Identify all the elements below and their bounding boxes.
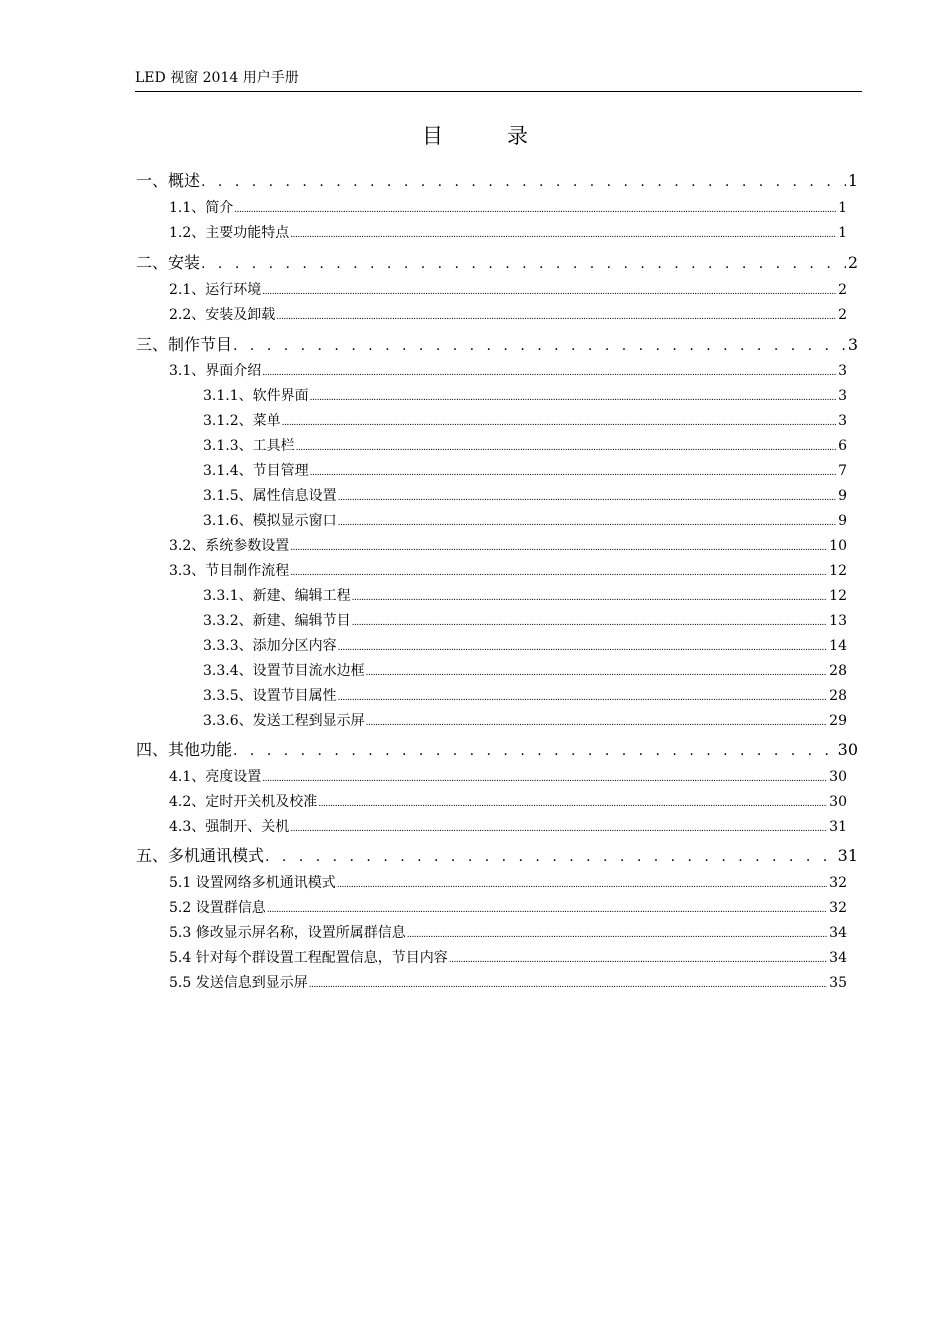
toc-entry-label: 4.1、亮度设置: [169, 769, 262, 785]
toc-dot-leader: [366, 661, 828, 685]
toc-entry-page-number: 31: [829, 819, 847, 835]
toc-dot-leader: [290, 223, 836, 247]
toc-dot-leader: [290, 817, 827, 841]
toc-entry-label: 3.3.3、添加分区内容: [203, 638, 337, 654]
toc-entry-page-number: 12: [829, 563, 847, 579]
toc-entry-label: 5.1 设置网络多机通讯模式: [169, 875, 336, 891]
toc-dot-leader: [265, 844, 836, 870]
toc-entry-level-2[interactable]: [169, 559, 847, 583]
toc-entry-label: 5.5 发送信息到显示屏: [169, 975, 308, 991]
toc-entry-level-2[interactable]: [169, 278, 847, 302]
toc-entry-label: 1.1、简介: [169, 200, 234, 216]
toc-dot-leader: [262, 280, 836, 304]
toc-entry-label: 3.3.1、新建、编辑工程: [203, 588, 351, 604]
toc-entry-level-1[interactable]: [136, 168, 858, 194]
toc-entry-page-number: 32: [829, 875, 847, 891]
toc-entry-level-1[interactable]: [136, 843, 858, 869]
toc-entry-label: 三、制作节目: [136, 335, 233, 354]
toc-entry-level-3[interactable]: [203, 509, 847, 533]
toc-entry-level-2[interactable]: [169, 359, 847, 383]
toc-entry-page-number: 28: [829, 688, 847, 704]
toc-entry-level-2[interactable]: [169, 196, 847, 220]
toc-entry-label: 3.2、系统参数设置: [169, 538, 290, 554]
toc-dot-leader: [201, 251, 846, 277]
toc-entry-label: 五、多机通讯模式: [136, 846, 265, 865]
toc-entry-label: 4.2、定时开关机及校准: [169, 794, 318, 810]
toc-entry-level-1[interactable]: [136, 737, 858, 763]
toc-entry-label: 2.2、安装及卸载: [169, 307, 276, 323]
toc-entry-level-2[interactable]: [169, 815, 847, 839]
toc-entry-label: 3.1.3、工具栏: [203, 438, 295, 454]
toc-dot-leader: [234, 198, 836, 222]
toc-entry-level-2[interactable]: [169, 534, 847, 558]
toc-entry-page-number: 30: [829, 794, 847, 810]
toc-entry-label: 四、其他功能: [136, 740, 233, 759]
toc-entry-level-3[interactable]: [203, 634, 847, 658]
toc-entry-level-3[interactable]: [203, 684, 847, 708]
toc-entry-label: 3.1.4、节目管理: [203, 463, 309, 479]
toc-entry-label: 3.3.5、设置节目属性: [203, 688, 337, 704]
toc-dot-leader: [201, 169, 846, 195]
toc-entry-page-number: 3: [838, 413, 847, 429]
toc-entry-level-2[interactable]: [169, 871, 847, 895]
toc-title-left: 目: [422, 124, 443, 148]
toc-entry-page-number: 35: [829, 975, 847, 991]
toc-dot-leader: [352, 586, 828, 610]
toc-entry-page-number: 3: [838, 388, 847, 404]
toc-entry-level-2[interactable]: [169, 790, 847, 814]
toc-entry-page-number: 13: [829, 613, 847, 629]
toc-dot-leader: [352, 611, 828, 635]
toc-dot-leader: [407, 923, 827, 947]
toc-entry-label: 3.1.1、软件界面: [203, 388, 309, 404]
toc-dot-leader: [262, 767, 827, 791]
toc-entry-page-number: 1: [838, 200, 847, 216]
toc-entry-label: 3.3.2、新建、编辑节目: [203, 613, 351, 629]
toc-dot-leader: [233, 333, 846, 359]
toc-entry-level-3[interactable]: [203, 434, 847, 458]
toc-entry-level-2[interactable]: [169, 303, 847, 327]
toc-dot-leader: [366, 711, 828, 735]
toc-entry-page-number: 3: [838, 363, 847, 379]
toc-dot-leader: [267, 898, 827, 922]
toc-entry-label: 5.2 设置群信息: [169, 900, 266, 916]
toc-title-right: 录: [507, 124, 528, 148]
toc-entry-label: 5.3 修改显示屏名称，设置所属群信息: [169, 925, 406, 941]
toc-dot-leader: [233, 738, 836, 764]
toc-dot-leader: [296, 436, 836, 460]
toc-entry-page-number: 34: [829, 950, 847, 966]
toc-entry-page-number: 6: [838, 438, 847, 454]
toc-title: [0, 120, 950, 150]
toc-entry-page-number: 14: [829, 638, 847, 654]
toc-entry-level-3[interactable]: [203, 459, 847, 483]
page-header: [135, 68, 862, 92]
toc-entry-page-number: 10: [829, 538, 847, 554]
toc-entry-page-number: 29: [829, 713, 847, 729]
toc-dot-leader: [337, 873, 827, 897]
toc-dot-leader: [282, 411, 836, 435]
toc-dot-leader: [338, 636, 828, 660]
toc-entry-page-number: 28: [829, 663, 847, 679]
toc-dot-leader: [290, 536, 827, 560]
toc-dot-leader: [449, 948, 827, 972]
toc-entry-page-number: 3: [847, 335, 858, 354]
toc-entry-label: 二、安装: [136, 253, 201, 272]
toc-entry-level-1[interactable]: [136, 332, 858, 358]
toc-entry-label: 1.2、主要功能特点: [169, 225, 290, 241]
toc-entry-level-3[interactable]: [203, 584, 847, 608]
toc-entry-page-number: 30: [837, 740, 858, 759]
toc-dot-leader: [310, 461, 836, 485]
toc-entry-level-2[interactable]: [169, 896, 847, 920]
toc-dot-leader: [310, 386, 836, 410]
toc-entry-page-number: 1: [838, 225, 847, 241]
toc-entry-level-2[interactable]: [169, 921, 847, 945]
toc-entry-label: 5.4 针对每个群设置工程配置信息，节目内容: [169, 950, 448, 966]
toc-entry-page-number: 7: [838, 463, 847, 479]
toc-entry-label: 3.1.2、菜单: [203, 413, 281, 429]
toc-entry-label: 3.3.4、设置节目流水边框: [203, 663, 365, 679]
toc-dot-leader: [338, 486, 836, 510]
toc-dot-leader: [309, 973, 827, 997]
toc-entry-label: 3.1.6、模拟显示窗口: [203, 513, 337, 529]
toc-entry-page-number: 9: [838, 488, 847, 504]
toc-entry-level-2[interactable]: [169, 971, 847, 995]
toc-entry-level-3[interactable]: [203, 384, 847, 408]
toc-entry-page-number: 2: [838, 307, 847, 323]
toc-entry-level-3[interactable]: [203, 709, 847, 733]
toc-dot-leader: [276, 305, 836, 329]
toc-entry-label: 3.1.5、属性信息设置: [203, 488, 337, 504]
toc-entry-level-3[interactable]: [203, 659, 847, 683]
toc-entry-level-3[interactable]: [203, 609, 847, 633]
toc-dot-leader: [338, 686, 828, 710]
toc-entry-label: 4.3、强制开、关机: [169, 819, 290, 835]
toc-entry-level-1[interactable]: [136, 250, 858, 276]
toc-entry-page-number: 12: [829, 588, 847, 604]
toc-entry-level-2[interactable]: [169, 946, 847, 970]
toc-entry-page-number: 34: [829, 925, 847, 941]
toc-entry-level-2[interactable]: [169, 221, 847, 245]
toc-entry-page-number: 9: [838, 513, 847, 529]
header-text: LED 视窗 2014 用户手册: [135, 70, 299, 86]
toc-entry-label: 一、概述: [136, 171, 201, 190]
toc-entry-page-number: 31: [837, 846, 858, 865]
toc-entry-label: 3.3.6、发送工程到显示屏: [203, 713, 365, 729]
toc-entry-label: 3.1、界面介绍: [169, 363, 262, 379]
toc-dot-leader: [338, 511, 836, 535]
toc-entry-page-number: 1: [847, 171, 858, 190]
toc-entry-page-number: 2: [838, 282, 847, 298]
toc-entry-level-2[interactable]: [169, 765, 847, 789]
toc-dot-leader: [290, 561, 827, 585]
toc-dot-leader: [318, 792, 827, 816]
toc-entry-page-number: 32: [829, 900, 847, 916]
toc-entry-label: 2.1、运行环境: [169, 282, 262, 298]
toc-entry-level-3[interactable]: [203, 484, 847, 508]
toc-entry-level-3[interactable]: [203, 409, 847, 433]
toc-entry-page-number: 2: [847, 253, 858, 272]
toc-entry-label: 3.3、节目制作流程: [169, 563, 290, 579]
toc-entry-page-number: 30: [829, 769, 847, 785]
toc-dot-leader: [262, 361, 836, 385]
